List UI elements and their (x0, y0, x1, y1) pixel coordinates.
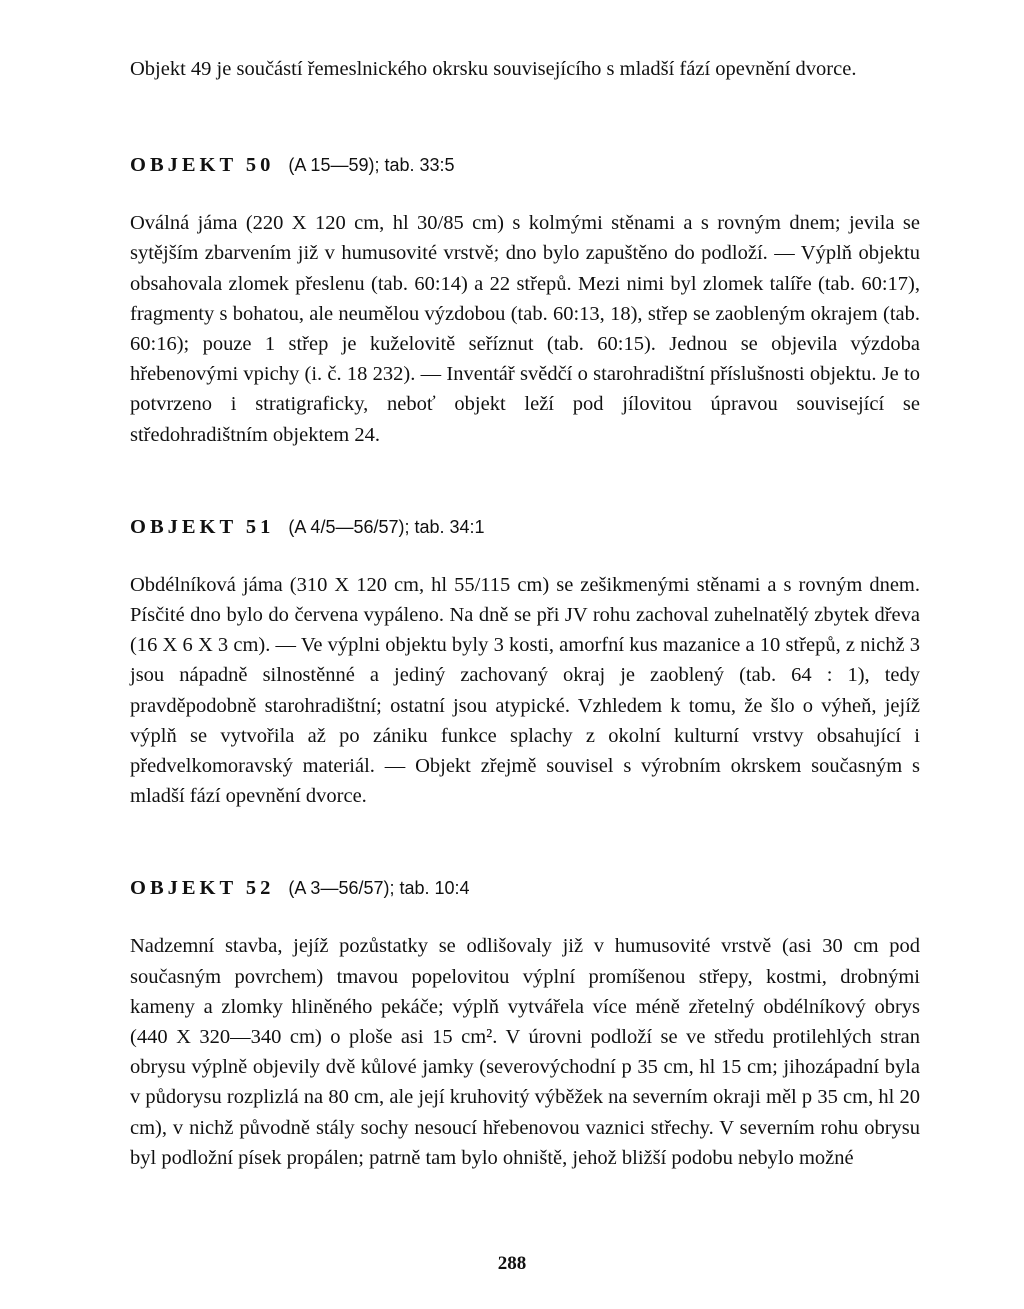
page-number: 288 (497, 1253, 527, 1274)
section-objekt-51 (130, 512, 920, 812)
section-objekt-50 (130, 150, 920, 450)
section-objekt-52 (130, 873, 920, 1173)
section-reference: (A 3—56/57); tab. 10:4 (288, 878, 470, 899)
section-reference: (A 4/5—56/57); tab. 34:1 (288, 516, 485, 537)
section-heading (130, 150, 920, 180)
intro-paragraph (130, 54, 920, 84)
section-text: Oválná jáma (220 X 120 cm, hl 30/85 cm) s kolmými stěnami a s rovným dnem; jevila se sytějším zbarvením již v humusovité vrstvě; dno bylo zapuštěno do podloží. — Výplň objektu obsahovala zlomek přeslenu (tab. 60:14) a 22 střepů. Mezi nimi byl zlomek talíře (tab. 60:17), fragmenty s bohatou, ale neumělou výzdobou (tab. 60:13, 18), střep se zaobleným okrajem (tab. 60:16); pouze 1 střep je kuželovitě seříznut (tab. 60:15). Jednou se objevila výzdoba hřebenovými vpichy (i. č. 18 232). — Inventář svědčí o starohradištní příslušnosti objektu. Je to potvrzeno i stratigraficky, neboť objekt leží pod jílovitou úpravou související se středohradištním objektem 24. (130, 212, 920, 446)
section-title: OBJEKT 50 (130, 154, 275, 177)
section-text: Obdélníková jáma (310 X 120 cm, hl 55/115 cm) se zešikmenými stěnami a s rovným dnem. Písčité dno bylo do červena vypáleno. Na dně se při JV rohu zachoval zuhelnatělý zbytek dřeva (16 X 6 X 3 cm). — Ve výplni objektu byly 3 kosti, amorfní kus mazanice a 10 střepů, z nichž 3 jsou nápadně silnostěnné a jediný zachovaný okraj je zaoblený (tab. 64 : 1), tedy pravděpodobně starohradištní; ostatní jsou atypické. Vzhledem k tomu, že šlo o výheň, jejíž výplň se vytvořila až po zániku funkce splachy z okolní kulturní vrstvy obsahující i předvelkomoravský materiál. — Objekt zřejmě souvisel s výrobním okrskem současným s mladší fází opevnění dvorce. (130, 573, 920, 808)
section-heading (130, 873, 920, 903)
section-text: Nadzemní stavba, jejíž pozůstatky se odlišovaly již v humusovité vrstvě (asi 30 cm pod současným povrchem) tmavou popelovitou výplní promíšenou střepy, kostmi, drobnými kameny a zlomky hliněného pekáče; výplň vytvářela více méně zřetelný obdélníkový obrys (440 X 320—340 cm) o ploše asi 15 cm². V úrovni podloží se ve středu protilehlých stran obrysu výplně objevily dvě kůlové jamky (severovýchodní p 35 cm, hl 15 cm; jihozápadní byla v půdorysu rozplizlá na 80 cm, ale její kruhovitý výběžek na severním okraji měl p 35 cm, hl 20 cm), v nichž původně stály sochy nesoucí hřebenovou vaznici střechy. V severním rohu obrysu byl podložní písek propálen; patrně tam bylo ohniště, jehož bližší podobu nebylo možné (130, 935, 920, 1169)
section-title: OBJEKT 51 (130, 515, 275, 538)
intro-text: Objekt 49 je součástí řemeslnického okrsku souvisejícího s mladší fází opevnění dvorce. (130, 58, 857, 80)
section-reference: (A 15—59); tab. 33:5 (288, 155, 455, 176)
page-body (130, 54, 920, 1173)
section-title: OBJEKT 52 (130, 877, 275, 900)
section-heading (130, 512, 920, 542)
